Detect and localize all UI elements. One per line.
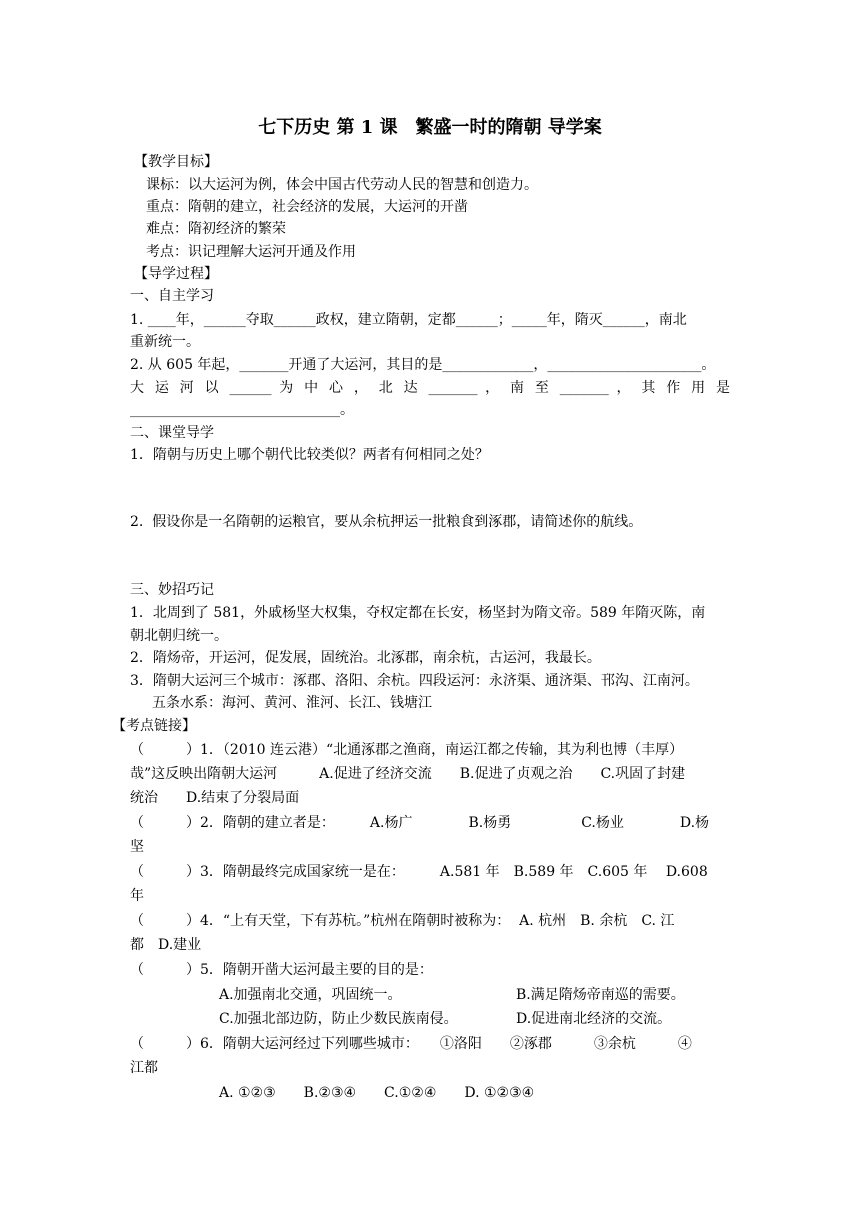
exam-q6-line1: （ ）6．隋朝大运河经过下列哪些城市： ①洛阳 ②涿郡 ③余杭 ④ xyxy=(130,1036,692,1052)
exam-links-header: 【考点链接】 xyxy=(112,718,196,734)
self-study-heading: 一、自主学习 xyxy=(130,288,214,304)
exam-q3-line1: （ ）3．隋朝最终完成国家统一是在： A.581 年 B.589 年 C.605 年 D.608 xyxy=(130,864,708,880)
exam-q4-line2: 都 D.建业 xyxy=(130,937,202,953)
exam-q5-option-c: C.加强北部边防，防止少数民族南侵。 xyxy=(219,1011,458,1027)
self-study-q2-line3: ______________________________。 xyxy=(130,402,354,418)
self-study-q1-line2: 重新统一。 xyxy=(130,334,200,350)
exam-q5-option-b: B.满足隋炀帝南巡的需要。 xyxy=(516,987,685,1003)
exam-q1-line1: （ ）1．（2010 连云港）“北通涿郡之渔商，南运江都之传输，其为利也博（丰厚） xyxy=(130,742,684,758)
exam-q6-line2: 江都 xyxy=(130,1060,158,1076)
process-header: 【导学过程】 xyxy=(134,266,218,282)
teaching-goals-header: 【教学目标】 xyxy=(134,154,218,170)
tip-1-line2: 朝北朝归统一。 xyxy=(130,628,228,644)
exam-q5-option-d: D.促进南北经济的交流。 xyxy=(516,1011,672,1027)
tip-3-line1: 3．隋朝大运河三个城市：涿郡、洛阳、余杭。四段运河：永济渠、通济渠、邗沟、江南河。 xyxy=(130,673,699,689)
goal-difficult-point: 难点：隋初经济的繁荣 xyxy=(146,221,286,237)
class-guide-q1: 1．隋朝与历史上哪个朝代比较类似？两者有何相同之处？ xyxy=(130,447,489,463)
goal-exam-point: 考点：识记理解大运河开通及作用 xyxy=(146,244,356,260)
exam-q5-option-a: A.加强南北交通，巩固统一。 xyxy=(219,987,402,1003)
exam-q3-line2: 年 xyxy=(130,888,144,904)
tip-3-line2: 五条水系：海河、黄河、淮河、长江、钱塘江 xyxy=(152,695,432,711)
exam-q5-line1: （ ）5．隋朝开凿大运河最主要的目的是： xyxy=(130,962,433,978)
exam-q1-line3: 统治 D.结束了分裂局面 xyxy=(130,790,300,806)
goal-standard: 课标：以大运河为例，体会中国古代劳动人民的智慧和创造力。 xyxy=(146,177,538,193)
exam-q1-line2: 哉”这反映出隋朝大运河 A.促进了经济交流 B.促进了贞观之治 C.巩固了封建 xyxy=(130,766,686,782)
class-guide-heading: 二、课堂导学 xyxy=(130,425,214,441)
tips-heading: 三、妙招巧记 xyxy=(130,582,214,598)
self-study-q2-line2: 大 运 河 以 ______ 为 中 心 ， 北 达 _______ ， 南 至 _______ ， 其 作 用 是 xyxy=(130,380,730,396)
exam-q6-options: A. ①②③ B.②③④ C.①②④ D. ①②③④ xyxy=(219,1085,535,1101)
exam-q2-line2: 坚 xyxy=(130,839,144,855)
self-study-q2-line1: 2. 从 605 年起，_______开通了大运河，其目的是_____________，______________________。 xyxy=(130,357,716,373)
exam-q4-line1: （ ）4．“上有天堂，下有苏杭。”杭州在隋朝时被称为： A. 杭州 B. 余杭 C. 江 xyxy=(130,913,675,929)
self-study-q1-line1: 1. ____年，______夺取______政权，建立隋朝，定都______；_____年，隋灭______，南北 xyxy=(130,312,687,328)
exam-q2-line1: （ ）2．隋朝的建立者是： A.杨广 B.杨勇 C.杨业 D.杨 xyxy=(130,815,710,831)
tip-1-line1: 1．北周到了 581，外戚杨坚大权集，夺权定都在长安，杨坚封为隋文帝。589 年隋灭陈，南 xyxy=(130,605,706,621)
goal-key-point: 重点：隋朝的建立，社会经济的发展，大运河的开凿 xyxy=(146,199,468,215)
class-guide-q2: 2. 假设你是一名隋朝的运粮官，要从余杭押运一批粮食到涿郡，请简述你的航线。 xyxy=(130,514,643,530)
page-title: 七下历史 第 1 课 繁盛一时的隋朝 导学案 xyxy=(258,117,602,138)
tip-2: 2．隋炀帝，开运河，促发展，固统治。北涿郡，南余杭，古运河，我最长。 xyxy=(130,650,601,666)
